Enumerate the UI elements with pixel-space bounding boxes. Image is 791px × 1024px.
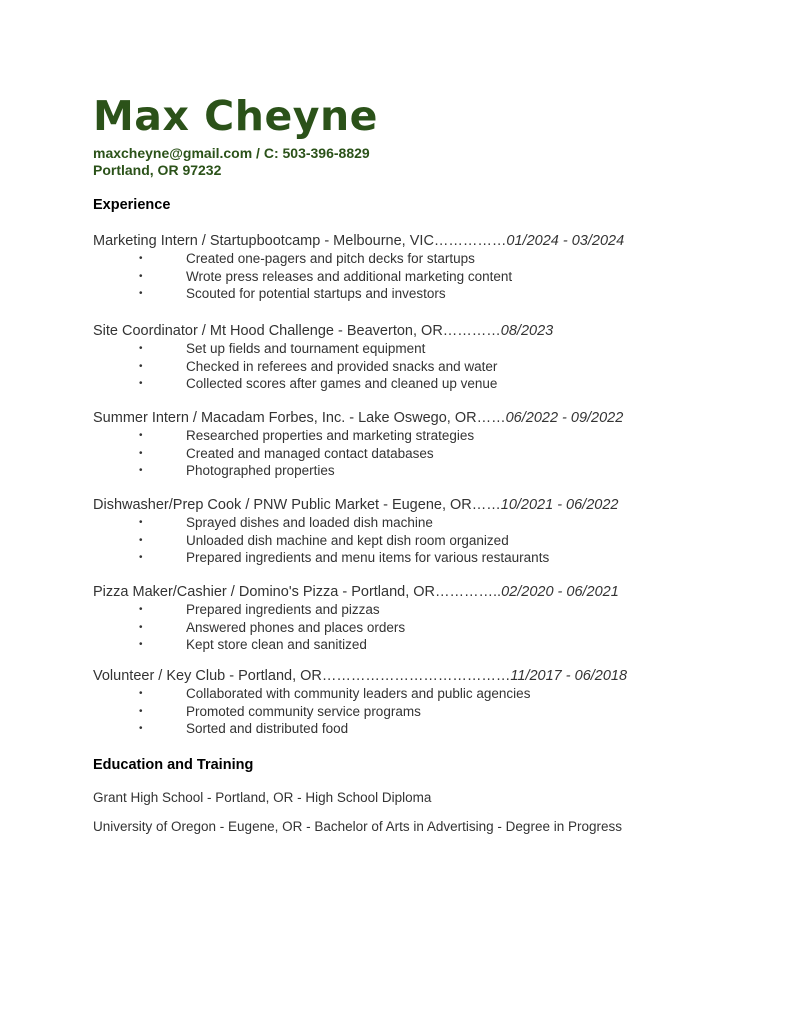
job-title: Volunteer / Key Club - Portland, OR xyxy=(93,668,322,684)
bullet-icon: • xyxy=(139,517,143,528)
job-title: Site Coordinator / Mt Hood Challenge - Beaverton, OR xyxy=(93,323,443,339)
bullet-text: Researched properties and marketing strategies xyxy=(186,428,475,443)
job-bullets xyxy=(93,601,733,654)
bullet-icon: • xyxy=(139,688,143,699)
job-entry xyxy=(93,409,733,480)
job-heading xyxy=(93,583,733,601)
job-entry xyxy=(93,232,733,303)
candidate-name: Max Cheyne xyxy=(93,92,378,140)
contact-info xyxy=(93,145,370,179)
list-item xyxy=(93,340,733,358)
bullet-text: Answered phones and places orders xyxy=(186,619,406,635)
list-item xyxy=(93,462,733,480)
education-entry: Grant High School - Portland, OR - High School Diploma xyxy=(93,790,432,805)
job-bullets xyxy=(93,250,733,303)
job-title: Marketing Intern / Startupbootcamp - Melbourne, VIC xyxy=(93,233,434,249)
job-title: Dishwasher/Prep Cook / PNW Public Market - Eugene, OR xyxy=(93,497,472,513)
leader-dots: …… xyxy=(471,497,501,513)
list-item xyxy=(93,549,733,567)
bullet-icon: • xyxy=(139,621,143,633)
job-entry xyxy=(93,583,733,654)
job-entry xyxy=(93,322,733,393)
bullet-icon: • xyxy=(139,552,143,563)
bullet-icon: • xyxy=(139,604,143,615)
education-entry: University of Oregon - Eugene, OR - Bachelor of Arts in Advertising - Degree in Progress xyxy=(93,819,622,834)
bullet-text: Sorted and distributed food xyxy=(186,721,349,736)
bullet-text: Unloaded dish machine and kept dish room organized xyxy=(186,532,509,548)
list-item xyxy=(93,250,733,268)
list-item xyxy=(93,268,733,286)
job-entry xyxy=(93,667,733,738)
job-dates: 10/2021 - 06/2022 xyxy=(500,497,619,513)
job-heading xyxy=(93,667,733,685)
job-heading xyxy=(93,409,733,427)
bullet-icon: • xyxy=(139,705,143,717)
list-item xyxy=(93,427,733,445)
list-item xyxy=(93,285,733,303)
bullet-text: Kept store clean and sanitized xyxy=(186,637,367,652)
bullet-text: Prepared ingredients and pizzas xyxy=(186,602,380,617)
list-item xyxy=(93,685,733,703)
list-item xyxy=(93,532,733,550)
list-item xyxy=(93,445,733,463)
list-item xyxy=(93,703,733,721)
bullet-icon: • xyxy=(139,723,143,734)
bullet-text: Collected scores after games and cleaned up venue xyxy=(186,376,498,391)
bullet-text: Wrote press releases and additional marketing content xyxy=(186,268,513,284)
job-bullets xyxy=(93,685,733,738)
contact-email-phone: maxcheyne@gmail.com / C: 503-396-8829 xyxy=(93,145,370,161)
job-dates: 02/2020 - 06/2021 xyxy=(501,584,619,600)
list-item xyxy=(93,375,733,393)
bullet-text: Created one-pagers and pitch decks for startups xyxy=(186,251,475,266)
list-item xyxy=(93,514,733,532)
job-dates: 06/2022 - 09/2022 xyxy=(505,410,624,426)
job-entry xyxy=(93,496,733,567)
list-item xyxy=(93,601,733,619)
list-item xyxy=(93,358,733,376)
leader-dots: ………………………………… xyxy=(321,668,511,684)
bullet-text: Collaborated with community leaders and public agencies xyxy=(186,686,531,701)
leader-dots: …… xyxy=(476,410,506,426)
bullet-icon: • xyxy=(139,430,143,441)
bullet-icon: • xyxy=(139,288,143,299)
job-heading xyxy=(93,496,733,514)
bullet-icon: • xyxy=(139,270,143,282)
list-item xyxy=(93,619,733,637)
job-title: Summer Intern / Macadam Forbes, Inc. - Lake Oswego, OR xyxy=(93,410,477,426)
job-bullets xyxy=(93,514,733,567)
leader-dots: ………….. xyxy=(435,584,502,600)
bullet-text: Prepared ingredients and menu items for various restaurants xyxy=(186,550,550,565)
list-item xyxy=(93,720,733,738)
bullet-icon: • xyxy=(139,447,143,459)
job-bullets xyxy=(93,340,733,393)
contact-address: Portland, OR 97232 xyxy=(93,162,222,178)
bullet-icon: • xyxy=(139,534,143,546)
job-dates: 11/2017 - 06/2018 xyxy=(510,668,628,684)
bullet-text: Checked in referees and provided snacks and water xyxy=(186,358,498,374)
experience-heading: Experience xyxy=(93,197,171,213)
job-bullets xyxy=(93,427,733,480)
bullet-icon: • xyxy=(139,465,143,476)
bullet-text: Created and managed contact databases xyxy=(186,445,434,461)
job-heading xyxy=(93,232,733,250)
bullet-text: Photographed properties xyxy=(186,463,335,478)
list-item xyxy=(93,636,733,654)
bullet-text: Set up fields and tournament equipment xyxy=(186,341,426,356)
job-dates: 01/2024 - 03/2024 xyxy=(506,233,625,249)
bullet-text: Sprayed dishes and loaded dish machine xyxy=(186,515,433,530)
bullet-icon: • xyxy=(139,378,143,389)
leader-dots: ………… xyxy=(442,323,501,339)
leader-dots: …………… xyxy=(433,233,507,249)
education-heading: Education and Training xyxy=(93,757,254,773)
bullet-icon: • xyxy=(139,343,143,354)
bullet-icon: • xyxy=(139,360,143,372)
bullet-icon: • xyxy=(139,639,143,650)
job-dates: 08/2023 xyxy=(500,323,554,339)
bullet-text: Promoted community service programs xyxy=(186,703,421,719)
bullet-icon: • xyxy=(139,253,143,264)
job-heading xyxy=(93,322,733,340)
bullet-text: Scouted for potential startups and investors xyxy=(186,286,446,301)
job-title: Pizza Maker/Cashier / Domino's Pizza - Portland, OR xyxy=(93,584,436,600)
